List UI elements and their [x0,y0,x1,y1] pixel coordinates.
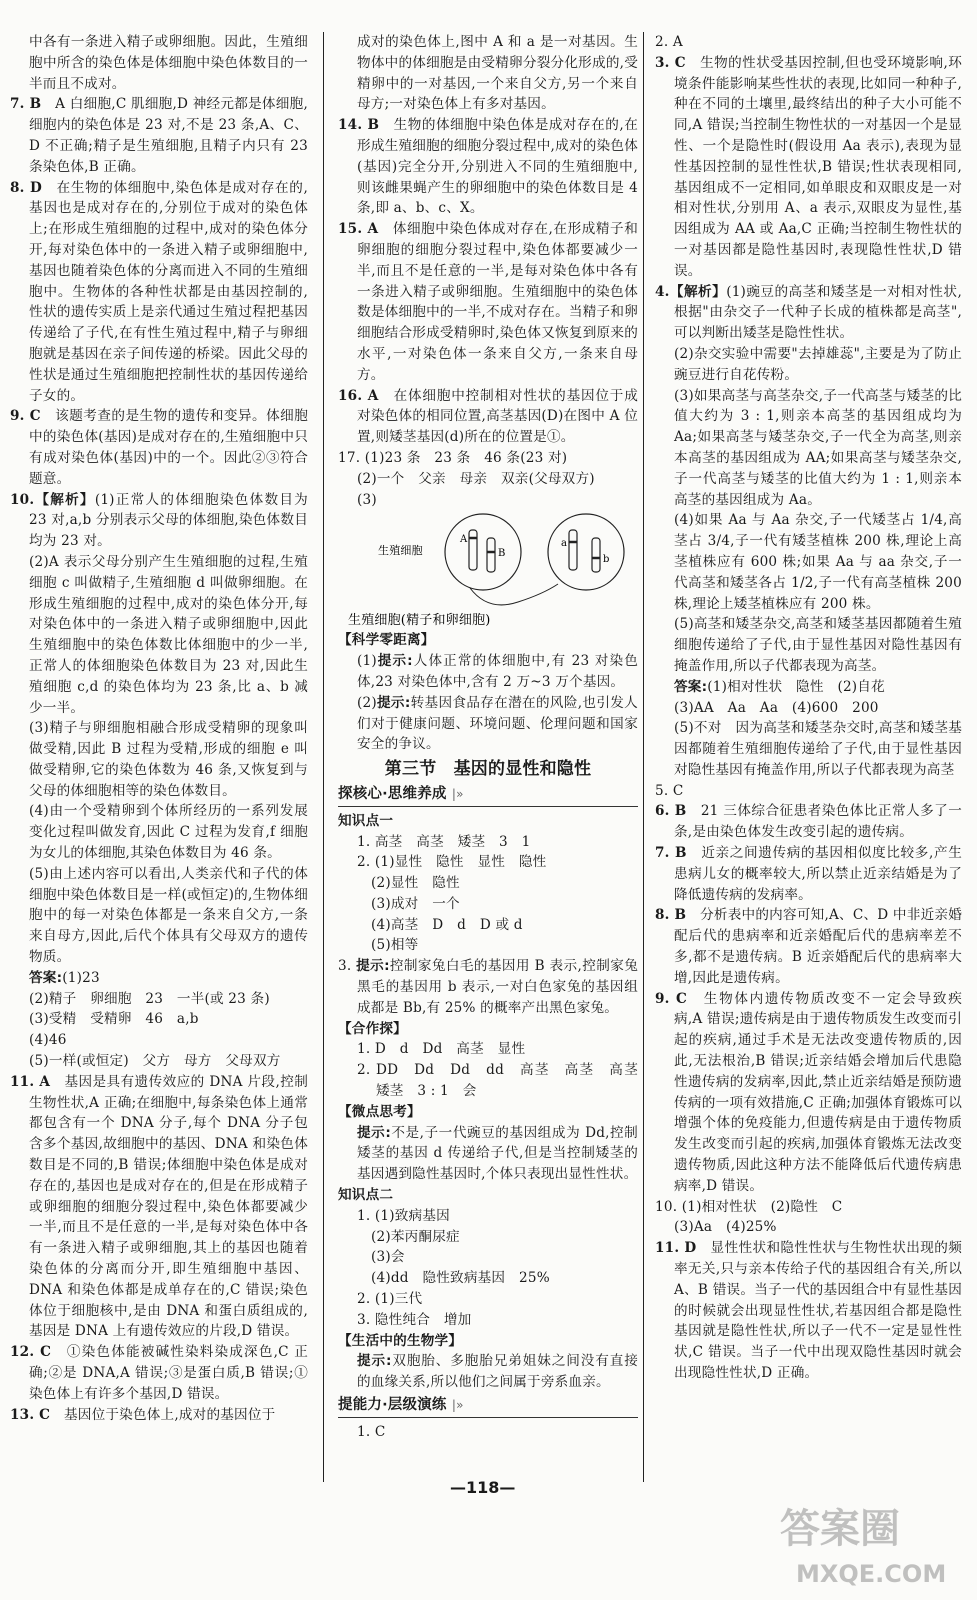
analysis-tag: 【解析】 [34,491,95,508]
chromosome-figure [338,512,638,630]
answer-item-1: 1. C [357,1423,386,1440]
item-text: (1)正常人的体细胞染色体数目为 23 对,a,b 分别表示父母的体细胞,染色体数目均为 23 对。 [29,491,308,550]
analysis-tag: 【解析】 [669,283,727,300]
kp-line: (4)高茎 D d D 或 d [371,916,523,933]
answer-item-8 [655,905,962,988]
cell-outline-right [548,514,624,590]
chromosome [569,530,577,570]
item-text: (1)豌豆的高茎和矮茎是一对相对性状,根据"由杂交子一代种子长成的植株都是高茎",可以判断出矮茎是隐性性状。 [674,283,962,342]
page-number: —118— [450,1478,516,1497]
answer-item-9 [655,989,962,1197]
answer-item-15 [338,219,638,385]
figure-caption: 生殖细胞(精子和卵细胞) [348,613,491,629]
kp-line: (2)显性 隐性 [371,875,460,892]
item-number: 6. B [655,803,687,820]
item-text: 显性性状和隐性性状与生物性状出现的频率无关,只与亲本传给子代的基因组合有关,所以 A、B 错误。当子一代的基因组合中有显性基因的时候就会出现显性性状,若基因组合都是隐性基因就是隐性性状,所以子一代不一定是显性性状,C 错误。当子一代中出现双隐性基因时就会出现隐性性状,D 正确。 [674,1240,962,1381]
chevron-right-icon: |» [451,786,464,801]
item-number: 16. A [338,387,379,404]
item-paragraph: (2)A 表示父母分别产生生殖细胞的过程,生殖细胞 c 叫做精子,生殖细胞 d 叫做卵细胞。在形成生殖细胞的过程中,成对的染色体分开,每对染色体中的一条进入精子或卵细胞中,因此生殖细胞中的染色体数比体细胞中的少一半,正常人的体细胞染色体数目为 23 对,因此生殖细胞 c,d 的染色体均为 23 条,比 a、b 减少一半。 [29,553,308,716]
answer-label: 答案: [29,969,63,986]
item-paragraph: (5)高茎和矮茎杂交,高茎和矮茎基因都随着生殖细胞传递给了子代,由于显性基因对隐性基因有掩盖作用,所以子代都表现为高茎。 [674,616,962,674]
item-text: 该题考查的是生物的遗传和变异。体细胞中的染色体(基因)是成对存在的,生殖细胞中只有成对染色体(基因)中的一个。因此②③符合题意。 [29,408,308,487]
column-divider [643,32,644,1482]
answer-item-2: 2. A [655,34,683,50]
answer-line: (2)一个 父亲 母亲 双亲(父母双方) [357,470,595,487]
answer-item-12 [10,1342,308,1404]
chromosome [487,538,495,572]
kp-line: 1. 高茎 高茎 矮茎 3 1 [357,833,531,850]
answer-item-7 [655,843,962,905]
item-text: 近亲之间遗传病的基因相似度比较多,产生患病儿女的概率较大,所以禁止近亲结婚是为了降低遗传病的发病率。 [674,845,962,903]
item-number: 13. C [10,1406,51,1423]
item-number: 8. D [10,179,42,196]
item-paragraph: (3)如果高茎与高茎杂交,子一代高茎与矮茎的比值大约为 3 : 1,则亲本高茎的基因组成均为 Aa;如果高茎与矮茎杂交,子一代全为高茎,则亲本高茎的基因组成为 AA;如果高茎与矮茎杂交,子一代高茎与矮茎的比值大约为 1 : 1,则亲本高茎的基因组成为 Aa。 [674,387,962,508]
item-number: 9. C [10,408,41,425]
item-number: 8. B [655,907,687,924]
item-number: 11. A [10,1073,51,1090]
answer-line: (3)Aa (4)25% [674,1219,777,1236]
band-practice: 提能力·层级演练 |» [338,1395,638,1418]
answer-item-10: 10. (1)相对性状 (2)隐性 C [655,1198,843,1215]
item-paragraph: (4)由一个受精卵到个体所经历的一系列发展变化过程叫做发育,因此 C 过程为发育,f 细胞为女儿的体细胞,其染色体数目为 46 条。 [29,803,308,862]
item-text: 21 三体综合征患者染色体比正常人多了一条,是由染色体发生改变引起的遗传病。 [674,803,962,841]
gene-label-b: b [603,554,610,566]
gene-label-B: B [498,548,506,560]
cell-outline-left [445,514,521,590]
hint-paragraph: 提示:双胞胎、多胞胎兄弟姐妹之间没有直接的血缘关系,所以他们之间属于旁系血亲。 [357,1353,638,1391]
item-text: 基因位于染色体上,成对的基因位于 [64,1406,276,1423]
item-number: 15. A [338,221,379,238]
kp-line: (4)dd 隐性致病基因 25% [371,1270,550,1287]
answer-line: (2)精子 卵细胞 23 一半(或 23 条) [29,990,270,1007]
answer-item-10 [10,490,308,552]
item-text: 在体细胞中控制相对性状的基因位于成对染色体的相同位置,高茎基因(D)在图中 A 位置,则矮茎基因(d)所在的位置是①。 [357,387,639,446]
item-paragraph: (2)杂交实验中需要"去掉雄蕊",主要是为了防止豌豆进行自花传粉。 [674,345,962,383]
answer-item-3 [655,53,962,282]
kp-line: (2)苯丙酮尿症 [371,1228,460,1245]
kp-line: (3)成对 一个 [371,895,460,912]
item-paragraph: (3)精子与卵细胞相融合形成受精卵的现象叫做受精,因此 B 过程为受精,形成的细胞 e 叫做受精卵,它的染色体数为 46 条,又恢复到与父母的体细胞相等的染色体数目。 [29,720,308,799]
answer-value: (1)23 [62,969,100,986]
answer-line: (4)46 [29,1032,67,1049]
item-number: 7. B [10,96,42,113]
figure-side-label: 生殖细胞 [378,544,423,558]
item-number: 14. B [338,117,380,134]
answer-item-11 [10,1072,308,1342]
item-text: A 白细胞,C 肌细胞,D 神经元都是体细胞,细胞内的染色体是 23 对,不是 23 条,A、C、D 不正确;精子是生殖细胞,且精子内只有 23 条染色体,B 正确。 [29,96,308,175]
kp-line: (5)相等 [371,937,419,954]
knowledge-point-title: 知识点一 [338,812,394,829]
connector-line [470,584,558,605]
watermark-site-text: MXQE.COM [796,1560,947,1588]
item-text: 体细胞中染色体成对存在,在形成精子和卵细胞的细胞分裂过程中,染色体都要减少一半,而且不是任意的一半,是每对染色体中各有一条进入精子或卵细胞。生殖细胞中的染色体数是体细胞中的一半,不成对存在。当精子和卵细胞结合形成受精卵时,染色体又恢复到原来的水平,一对染色体一条来自父方,一条来自母方。 [357,221,639,383]
kp-line: 2. (1)三代 [357,1291,423,1308]
kp-line: 3. 提示:控制家兔白毛的基因用 B 表示,控制家兔黑毛的基因用 b 表示,一对白色家兔的基因组成都是 Bb,有 25% 的概率产出黑色家兔。 [338,958,638,1016]
hint-paragraph: (2)提示:转基因食品存在潜在的风险,也引发人们对于健康问题、环境问题、伦理问题和国家安全的争议。 [357,694,638,753]
section-tag-micro: 【微点思考】 [338,1103,421,1120]
hint-paragraph: (1)提示:人体正常的体细胞中,有 23 对染色体,23 对染色体中,含有 2 万~3 万个基因。 [357,653,638,690]
section-title: 第三节 基因的显性和隐性 [384,759,592,780]
item-number: 11. D [655,1240,697,1257]
answer-item-13 [10,1405,308,1426]
item-paragraph: (4)如果 Aa 与 Aa 杂交,子一代矮茎占 1/4,高茎占 3/4,子一代有矮茎植株 200 株,理论上高茎植株应有 600 株;如果 Aa 与 aa 杂交,子一代高茎和矮茎各占 1/2,子一代有高茎植株 200 株,理论上矮茎植株应有 200 株。 [674,512,962,612]
answer-line [655,677,962,698]
item-number: 12. C [10,1344,52,1361]
gene-label-A: A [460,534,468,546]
column-right [655,32,962,1384]
watermark-icon [776,1494,966,1594]
answer-continuation: 中各有一条进入精子或卵细胞。因此，生殖细胞中所含的染色体是体细胞中染色体数目的一半而且不成对。 [29,34,308,92]
watermark-logo-text: 答案圈 [780,1506,900,1552]
answer-item-16 [338,386,638,448]
watermark-logo [776,1494,966,1594]
answer-line: (3)受精 受精卵 46 a,b [29,1011,199,1028]
answer-item-8 [10,178,308,407]
coop-line: 2. DD Dd Dd dd 高茎 高茎 高茎 矮茎 3 : 1 会 [357,1062,652,1100]
answer-item-6 [655,801,962,843]
hint-paragraph: 提示:不是,子一代豌豆的基因组成为 Dd,控制矮茎的基因 d 传递给子代,但是当控制矮茎的基因遇到隐性基因时,个体只表现出显性性状。 [357,1124,638,1183]
section-tag-coop: 【合作探】 [338,1020,407,1037]
answer-item-9 [10,406,308,489]
germ-cell-diagram [338,512,638,630]
answer-item-4 [655,282,962,344]
item-number: 10. [10,491,35,508]
item-number: 4. [655,283,670,300]
answer-continuation: 成对的染色体上,图中 A 和 a 是一对基因。生物体中的体细胞是由受精卵分裂分化形成的,受精卵中的一对基因,一个来自父方,另一个来自母方;一对染色体上有多对基因。 [357,34,638,113]
answer-item-7 [10,94,308,177]
kp-line: 1. (1)致病基因 [357,1207,450,1224]
knowledge-point-title: 知识点二 [338,1187,394,1204]
answer-line [10,968,308,989]
answer-label: 答案: [674,678,708,695]
section-tag-life: 【生活中的生物学】 [338,1332,463,1349]
answer-item-11 [655,1238,962,1384]
answer-item-17: 17. (1)23 条 23 条 46 条(23 对) [338,449,568,466]
answer-line: (5)一样(或恒定) 父方 母方 父母双方 [29,1053,281,1070]
item-text: 在生物的体细胞中,染色体是成对存在的,基因也是成对存在的,分别位于成对的染色体上;在形成生殖细胞的过程中,成对的染色体分开,每对染色体中的一条进入精子或卵细胞中,基因也随着染色体的分离而进入不同的生殖细胞中。生物体的各种性状都是由基因控制的,性状的遗传实质上是亲代通过生殖过程把基因传递给了子代,在有性生殖过程中,精子与卵细胞就是基因在亲子间传递的桥梁。因此父母的性状是通过生殖细胞把控制性状的基因传递给子女的。 [29,179,308,404]
answer-line: (3) [357,491,377,508]
item-number: 9. C [655,990,688,1007]
coop-line: 1. D d Dd 高茎 显性 [357,1041,526,1058]
gene-label-a: a [561,538,568,550]
item-text: 分析表中的内容可知,A、C、D 中非近亲婚配后代的患病率和近亲婚配后代的患病率差不多,都不是遗传病。B 近亲婚配后代的患病率大增,因此是遗传病。 [674,907,962,986]
column-middle [338,32,652,1443]
item-text: 生物体内遗传物质改变不一定会导致疾病,A 错误;遗传病是由于遗传物质发生改变而引起的疾病,通过手术是无法改变遗传物质的,因此,无法根治,B 错误;近亲结婚会增加后代患隐性遗传病的发病率,因此,禁止近亲结婚是预防遗传病的一项有效措施,C 正确;加强体育锻炼可以增强个体的免疫能力,但遗传病是由于遗传物质发生改变而引起的疾病,加强体育锻炼无法改变遗传物质,因此这种方法不能降低后代遗传病患病率,D 错误。 [674,990,962,1194]
kp-line: 3. 隐性纯合 增加 [357,1311,472,1328]
answer-item-5: 5. C [655,782,684,799]
kp-line: 2. (1)显性 隐性 显性 隐性 [357,854,547,871]
item-text: 基因是具有遗传效应的 DNA 片段,控制生物性状,A 正确;在细胞中,每条染色体上通常都包含有一个 DNA 分子,每个 DNA 分子包含多个基因,故细胞中的基因、DNA 和染色体数目是不同的,B 错误;体细胞中染色体是成对存在的,基因也是成对存在的,但是在形成精子或卵细胞的细胞分裂过程中,染色体都要减少一半,而且不是任意的一半,是每对染色体中各有一条进入精子或卵细胞,其上的基因也随着染色体的分离而分开,即生殖细胞中基因、DNA 和染色体都是成单存在的,C 错误;染色体位于细胞核中,是由 DNA 和蛋白质组成的,基因是 DNA 上有遗传效应的片段,D 错误。 [29,1073,309,1340]
chromosome [592,538,600,572]
answer-line: (5)不对 因为高茎和矮茎杂交时,高茎和矮茎基因都随着生殖细胞传递给了子代,由于显性基因对隐性基因有掩盖作用,所以子代都表现为高茎 [674,720,962,778]
section-tag-science: 【科学零距离】 [338,632,435,649]
column-divider [323,32,324,1482]
item-paragraph: (5)由上述内容可以看出,人类亲代和子代的体细胞中染色体数目是一样(或恒定)的,生物体细胞中的每一对染色体都是一条来自父方,一条来自母方,因此,后代个体具有父母双方的遗传物质。 [29,865,308,966]
kp-line: (3)会 [371,1249,405,1266]
chevron-right-icon: |» [451,1398,464,1413]
answer-line: (3)AA Aa Aa (4)600 200 [674,699,879,716]
item-number: 7. B [655,845,687,862]
item-number: 3. C [655,54,686,71]
column-left [10,32,308,1425]
item-text: 生物的性状受基因控制,但也受环境影响,环境条件能影响某些性状的表现,比如同一种种子,种在不同的土壤里,最终结出的种子大小可能不同,A 错误;当控制生物性状的一对基因一个是显性、一个是隐性时(假设用 Aa 表示),表现为显性基因控制的显性性状,B 错误;性状表现相同,基因组成不一定相同,如单眼皮和双眼皮是一对相对性状,分别用 A、a 表示,双眼皮为显性,基因组成为 AA 或 Aa,C 正确;当控制生物性状的一对基因都是隐性基因时,表现隐性性状,D 错误。 [674,54,962,279]
item-text: 生物的体细胞中染色体是成对存在的,在形成生殖细胞的细胞分裂过程中,成对的染色体(基因)完全分开,分别进入不同的生殖细胞中,则该雌果蝇产生的卵细胞中的染色体数目是 4 条,即 a、b、c、X。 [357,117,639,217]
answer-item-14 [338,115,638,219]
chromosome [469,530,477,570]
answer-value: (1)相对性状 隐性 (2)自花 [707,678,885,695]
band-core: 探核心·思维养成 |» [338,784,638,807]
item-text: ①染色体能被碱性染料染成深色,C 正确;②是 DNA,A 错误;③是蛋白质,B 错误;①染色体上有许多个基因,D 错误。 [29,1344,308,1402]
